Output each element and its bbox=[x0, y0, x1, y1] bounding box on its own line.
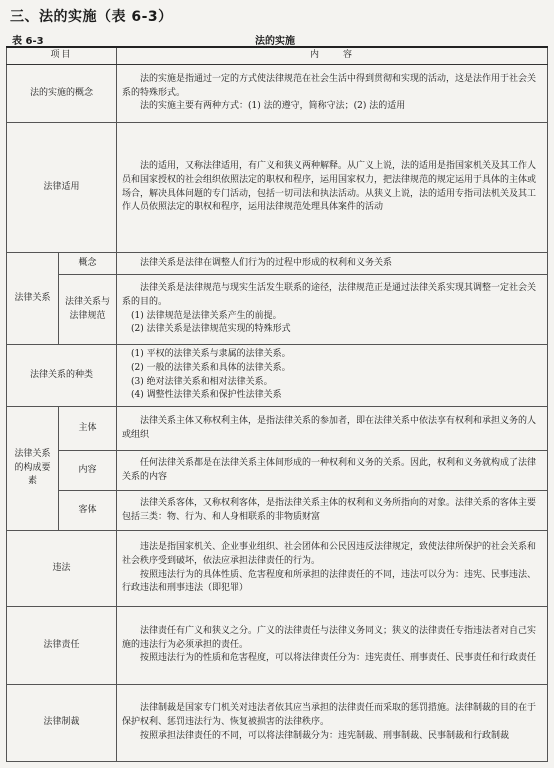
table-row bbox=[7, 65, 548, 123]
table-row bbox=[7, 275, 548, 345]
row-content bbox=[117, 607, 548, 685]
list-item: (4) 调整性法律关系和保护性法律关系 bbox=[131, 390, 282, 401]
table-label: 表 6-3 bbox=[12, 36, 44, 47]
list-item: (1) 平权的法律关系与隶属的法律关系。 bbox=[131, 348, 291, 359]
paragraph: 按照违法行为的性质和危害程度，可以将法律责任分为：违宪责任、刑事责任、民事责任和行政责任 bbox=[140, 653, 537, 664]
row-label: 法律制裁 bbox=[7, 685, 117, 762]
row-content bbox=[117, 451, 548, 491]
paragraph: 法律制裁是国家专门机关对违法者依其应当承担的法律责任而采取的惩罚措施。法律制裁的目的在于保护权利、惩罚违法行为、恢复被损害的法律秩序。 bbox=[122, 703, 537, 728]
paragraph: 法律责任有广义和狭义之分。广义的法律责任与法律义务同义；狭义的法律责任专指违法者对自己实施的违法行为必须承担的责任。 bbox=[122, 625, 537, 650]
table-row bbox=[7, 491, 548, 531]
table-row bbox=[7, 123, 548, 253]
table-row bbox=[7, 451, 548, 491]
header-content: 内 容 bbox=[117, 47, 548, 65]
table-row bbox=[7, 531, 548, 607]
row-content bbox=[117, 531, 548, 607]
table-row bbox=[7, 407, 548, 451]
row-label: 法的实施的概念 bbox=[7, 65, 117, 123]
row-content bbox=[117, 407, 548, 451]
row-content bbox=[117, 253, 548, 275]
sub-label: 内容 bbox=[59, 451, 117, 491]
row-label: 法律责任 bbox=[7, 607, 117, 685]
table-header-row bbox=[7, 47, 548, 65]
row-content bbox=[117, 685, 548, 762]
paragraph: 违法是指国家机关、企业事业组织、社会团体和公民因违反法律规定，致使法律所保护的社会关系和社会秩序受到破坏，依法应承担法律责任的行为。 bbox=[122, 541, 537, 566]
row-content bbox=[117, 123, 548, 253]
paragraph: 法的实施是指通过一定的方式使法律规范在社会生活中得到贯彻和实现的活动，这是法作用于社会关系的特殊形式。 bbox=[122, 73, 537, 98]
sub-label: 概念 bbox=[59, 253, 117, 275]
paragraph: 法律关系是法律规范与现实生活发生联系的途径，法律规范正是通过法律关系实现其调整一定社会关系的目的。 bbox=[122, 282, 537, 307]
row-content bbox=[117, 65, 548, 123]
sub-label: 主体 bbox=[59, 407, 117, 451]
sub-label: 法律关系与法律规范 bbox=[59, 275, 117, 345]
table-row bbox=[7, 253, 548, 275]
list-item: (1) 法律规范是法律关系产生的前提。 bbox=[131, 310, 282, 321]
table-row bbox=[7, 345, 548, 407]
header-item: 项目 bbox=[7, 47, 117, 65]
table-row bbox=[7, 607, 548, 685]
row-content bbox=[117, 491, 548, 531]
row-label: 违法 bbox=[7, 531, 117, 607]
row-label: 法律关系的种类 bbox=[7, 345, 117, 407]
list-item: (2) 一般的法律关系和具体的法律关系。 bbox=[131, 362, 291, 373]
paragraph: 法的实施主要有两种方式：(1) 法的遵守，简称守法；(2) 法的适用 bbox=[140, 101, 406, 112]
paragraph: 法律关系是法律在调整人们行为的过程中形成的权利和义务关系 bbox=[140, 257, 393, 268]
paragraph: 法律关系主体又称权利主体，是指法律关系的参加者，即在法律关系中依法享有权利和承担义务的人或组织 bbox=[122, 415, 537, 440]
law-implementation-table bbox=[6, 46, 548, 762]
paragraph: 任何法律关系都是在法律关系主体间形成的一种权利和义务的关系。因此，权利和义务就构成了法律关系的内容 bbox=[122, 457, 537, 482]
sub-label: 客体 bbox=[59, 491, 117, 531]
group-label: 法律关系 bbox=[7, 253, 59, 345]
section-title: 三、法的实施（表 6-3） bbox=[10, 9, 173, 25]
paragraph: 法律关系客体，又称权利客体，是指法律关系主体的权利和义务所指向的对象。法律关系的客体主要包括三类：物、行为、和人身相联系的非物质财富 bbox=[122, 497, 537, 522]
list-item: (3) 绝对法律关系和相对法律关系。 bbox=[131, 376, 273, 387]
paragraph: 按照承担法律责任的不同，可以将法律制裁分为：违宪制裁、刑事制裁、民事制裁和行政制裁 bbox=[140, 730, 510, 741]
table-row bbox=[7, 685, 548, 762]
paragraph: 法的适用，又称法律适用，有广义和狭义两种解释。从广义上说，法的适用是指国家机关及其工作人员和国家授权的社会组织依照法定的职权和程序，运用国家权力，把法律规范的规定运用于具体的主体或场合，解决具体问题的专门活动，包括一切司法和执法活动。从狭义上说，法的适用专指司法机关及其工作人员依照法定的职权和程序，运用法律规范处理具体案件的活动 bbox=[122, 160, 537, 213]
group-label: 法律关系的构成要素 bbox=[7, 407, 59, 531]
row-content bbox=[117, 275, 548, 345]
paragraph: 按照违法行为的具体性质、危害程度和所承担的法律责任的不同，违法可以分为：违宪、民事违法、行政违法和刑事违法（即犯罪） bbox=[122, 569, 537, 594]
row-label: 法律适用 bbox=[7, 123, 117, 253]
list-item: (2) 法律关系是法律规范实现的特殊形式 bbox=[131, 324, 291, 335]
table-caption: 法的实施 bbox=[255, 36, 295, 47]
row-content bbox=[117, 345, 548, 407]
